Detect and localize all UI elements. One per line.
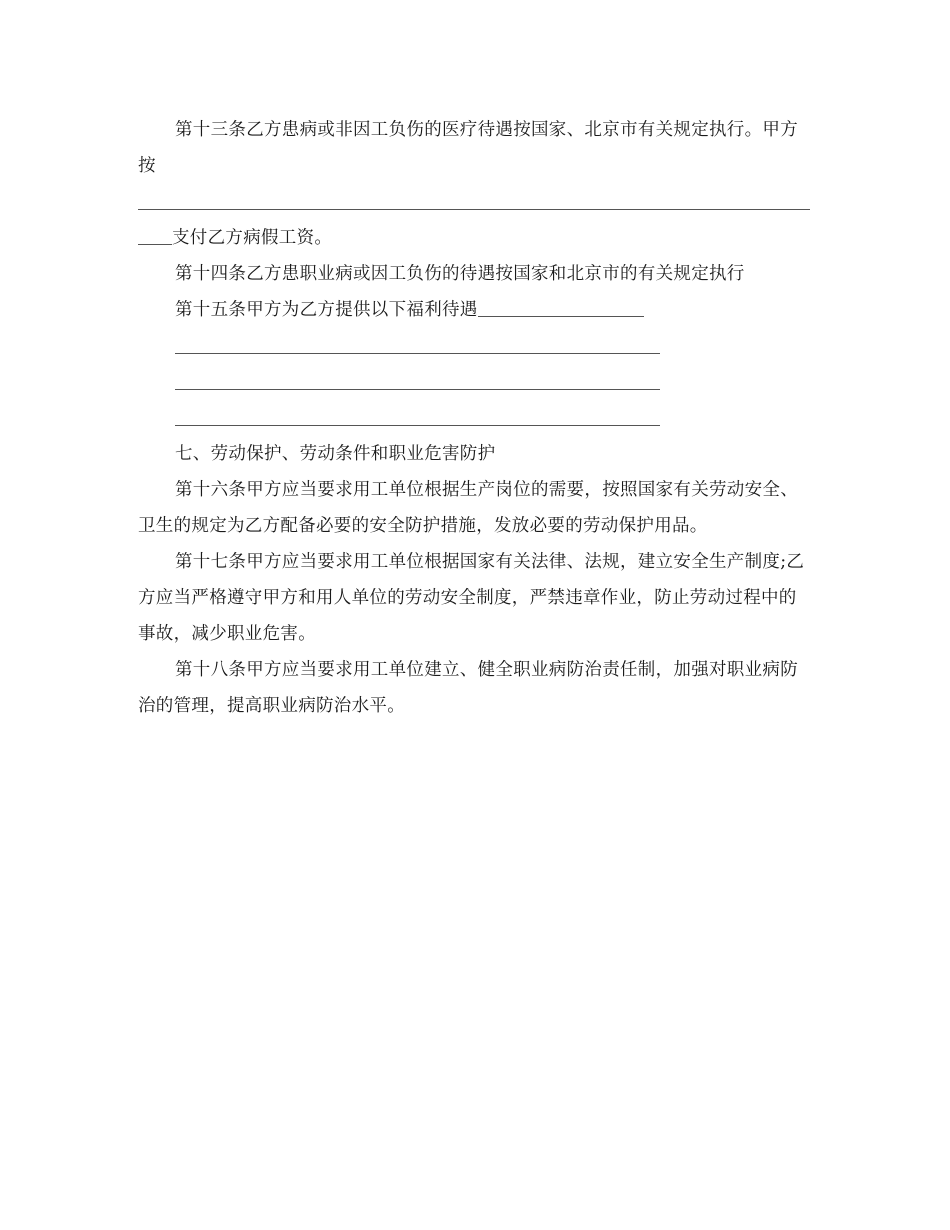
document-body bbox=[138, 112, 810, 724]
article-13-text: 第十三条乙方患病或非因工负伤的医疗待遇按国家、北京市有关规定执行。甲方按 bbox=[138, 120, 798, 176]
article-13-suffix: 支付乙方病假工资。 bbox=[172, 228, 333, 248]
article-15-fill-line-1 bbox=[138, 328, 810, 364]
article-15-label: 第十五条甲方为乙方提供以下福利待遇 bbox=[175, 300, 478, 320]
article-13-short-blank bbox=[138, 227, 172, 246]
section-7-heading: 七、劳动保护、劳动条件和职业危害防护 bbox=[175, 444, 496, 464]
article-13-continuation bbox=[138, 220, 810, 256]
article-14-text: 第十四条乙方患职业病或因工负伤的待遇按国家和北京市的有关规定执行 bbox=[175, 264, 745, 284]
article-15-blank bbox=[478, 299, 644, 318]
article-15-text bbox=[138, 292, 810, 328]
article-15-fill-line-2 bbox=[138, 364, 810, 400]
article-18-text: 第十八条甲方应当要求用工单位建立、健全职业病防治责任制，加强对职业病防治的管理，提高职业病防治水平。 bbox=[138, 660, 798, 716]
article-15-fill-line-3 bbox=[138, 400, 810, 436]
article-16-text: 第十六条甲方应当要求用工单位根据生产岗位的需要，按照国家有关劳动安全、卫生的规定为乙方配备必要的安全防护措施，发放必要的劳动保护用品。 bbox=[138, 480, 798, 536]
article-17-text: 第十七条甲方应当要求用工单位根据国家有关法律、法规，建立安全生产制度;乙方应当严格遵守甲方和用人单位的劳动安全制度，严禁违章作业，防止劳动过程中的事故，减少职业危害。 bbox=[138, 552, 805, 644]
article-13-fill-line bbox=[138, 184, 810, 220]
